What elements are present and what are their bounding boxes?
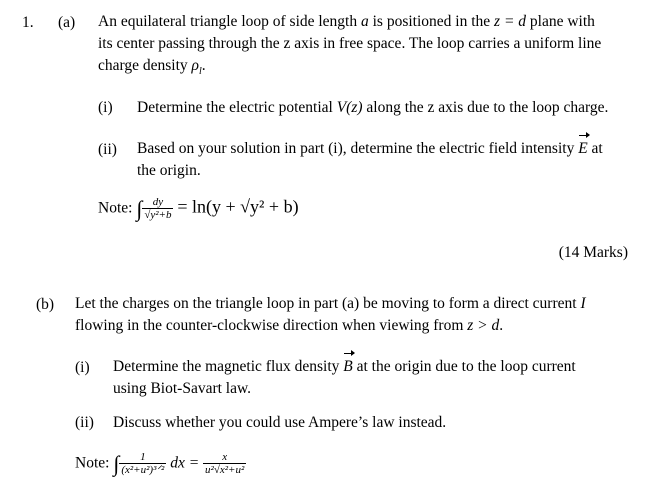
part-a-intro-line1 bbox=[98, 11, 638, 33]
plane-eq: z = d bbox=[494, 13, 527, 30]
fraction-denominator: √y²+b bbox=[144, 209, 172, 221]
part-a-intro-line2: its center passing through the z axis in free space. The loop carries a uniform line bbox=[98, 35, 602, 52]
part-b-label: (b) bbox=[36, 296, 55, 313]
note-rhs-fraction bbox=[203, 451, 246, 477]
part-a-i-label: (i) bbox=[98, 99, 113, 116]
note-fraction bbox=[142, 196, 173, 222]
rho-sub: l bbox=[199, 66, 202, 78]
potential-symbol: V(z) bbox=[336, 99, 363, 116]
part-b-intro bbox=[75, 293, 645, 337]
text: . bbox=[499, 317, 504, 334]
text: Let the charges on the triangle loop in part (a) be moving to form a direct current bbox=[75, 295, 581, 312]
part-b-i-line2: using Biot-Savart law. bbox=[113, 380, 252, 397]
part-b-note bbox=[75, 451, 246, 477]
part-b-ii-label: (ii) bbox=[75, 414, 94, 431]
part-a-label: (a) bbox=[58, 14, 76, 31]
rho-symbol bbox=[191, 57, 202, 78]
e-vector: E bbox=[578, 138, 587, 160]
part-a-ii-line1 bbox=[137, 138, 637, 160]
part-b-i-text bbox=[113, 356, 633, 400]
fraction-denominator: (x²+u²)³ᐟ² bbox=[121, 464, 165, 476]
text: Based on your solution in part (i), determine the electric field intensity bbox=[137, 140, 579, 157]
text: at the origin due to the loop current bbox=[352, 358, 576, 375]
text: Determine the magnetic flux density bbox=[113, 358, 344, 375]
b-vector: B bbox=[343, 356, 352, 378]
part-a-intro-line3 bbox=[98, 55, 638, 83]
var-a: a bbox=[361, 13, 369, 30]
part-b-ii-text: Discuss whether you could use Ampere’s law instead. bbox=[113, 414, 447, 431]
part-a-ii-label: (ii) bbox=[98, 141, 117, 158]
rho: ρ bbox=[191, 57, 199, 74]
text: is positioned in the bbox=[368, 13, 495, 30]
part-b-i-label: (i) bbox=[75, 359, 90, 376]
text: charge density bbox=[98, 57, 192, 74]
part-a-ii-line2: the origin. bbox=[137, 162, 201, 179]
text: at bbox=[587, 140, 603, 157]
note-fraction bbox=[119, 451, 166, 477]
part-a-intro bbox=[98, 11, 638, 83]
text: flowing in the counter-clockwise direction when viewing from bbox=[75, 317, 468, 334]
integral-sign: ∫ bbox=[113, 451, 120, 476]
note-label: Note: bbox=[75, 454, 110, 472]
fraction-numerator: 1 bbox=[119, 451, 166, 464]
question-number: 1. bbox=[22, 14, 34, 31]
dx-equals: dx = bbox=[170, 454, 200, 472]
text: plane with bbox=[526, 13, 595, 30]
integral-sign: ∫ bbox=[136, 196, 143, 221]
fraction-numerator: dy bbox=[142, 196, 173, 209]
rhs-numerator: x bbox=[203, 451, 246, 464]
text: along the z axis due to the loop charge. bbox=[362, 99, 609, 116]
view-condition: z > d bbox=[467, 317, 500, 334]
part-a-i-text bbox=[137, 99, 608, 117]
current-symbol: I bbox=[580, 295, 586, 312]
note-label: Note: bbox=[98, 199, 133, 217]
part-b-intro-line1 bbox=[75, 293, 645, 315]
part-b-intro-line2 bbox=[75, 315, 645, 337]
part-a-note bbox=[98, 196, 299, 222]
part-a-ii-text bbox=[137, 138, 637, 182]
rhs-denominator: u²√x²+u² bbox=[205, 464, 245, 476]
marks: (14 Marks) bbox=[558, 244, 628, 261]
text: An equilateral triangle loop of side length bbox=[98, 13, 361, 30]
text: . bbox=[201, 57, 206, 74]
note-rhs: = ln(y + √y² + b) bbox=[177, 196, 299, 217]
part-b-i-line1 bbox=[113, 356, 633, 378]
text: Determine the electric potential bbox=[137, 99, 337, 116]
